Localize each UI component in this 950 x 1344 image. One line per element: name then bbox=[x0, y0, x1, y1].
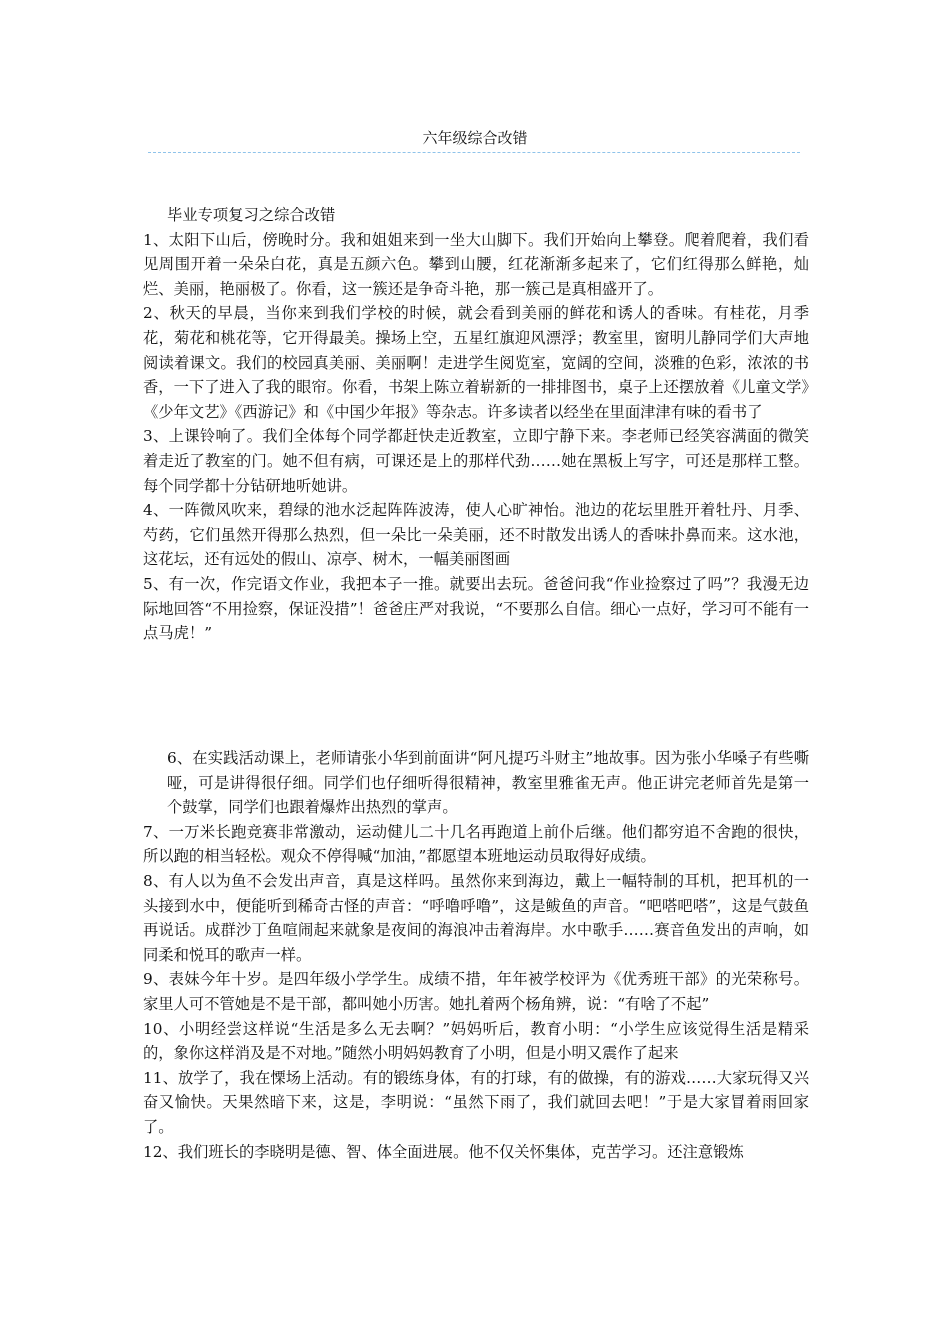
exercise-item-7: 7、一万米长跑竞赛非常激动，运动健儿二十几名再跑道上前仆后继。他们都穷追不舍跑的很快，所以跑的相当轻松。观众不停得喊“加油，”都愿望本班地运动员取得好成绩。 bbox=[143, 822, 809, 866]
exercise-item-11: 11、放学了，我在慄场上活动。有的锻练身体，有的打球，有的做操，有的游戏……大家玩得又兴奋又愉快。天果然暗下来，这是，李明说：“虽然下雨了，我们就回去吧！”于是大家冒着雨回家了。 bbox=[143, 1068, 809, 1136]
exercise-item-2: 2、秋天的早晨，当你来到我们学校的时候，就会看到美丽的鲜花和诱人的香味。有桂花，月季花，菊花和桃花等，它开得最美。操场上空，五星红旗迎风漂浮；教室里，窗明儿静同学们大声地阅读着课文。我们的校园真美丽、美丽啊！走进学生阅览室，宽阔的空间，淡雅的色彩，浓浓的书香，一下了进入了我的眼帘。你看，书架上陈立着崭新的一排排图书，桌子上还摆放着《儿童文学》《少年文艺》《西游记》和《中国少年报》等杂志。许多读者以经坐在里面津津有味的看书了 bbox=[143, 304, 809, 421]
exercise-item-5: 5、有一次，作完语文作业，我把本子一推。就要出去玩。爸爸问我“作业捡察过了吗”？我漫无边际地回答“不用捡察，保证没措”！爸爸庄严对我说，“不要那么自信。细心一点好，学习可不能有一点马虎！” bbox=[143, 574, 809, 643]
document-title: 六年级综合改错 bbox=[422, 129, 528, 147]
section-subtitle: 毕业专项复习之综合改错 bbox=[167, 206, 336, 224]
exercise-block-1 bbox=[143, 203, 809, 646]
exercise-item-6: 6、在实践活动课上，老师请张小华到前面讲“阿凡提巧斗财主”地故事。因为张小华嗓子有些嘶哑，可是讲得很仔细。同学们也仔细听得很精神，教室里雅雀无声。他正讲完老师首先是第一个鼓掌，同学们也跟着爆炸出热烈的掌声。 bbox=[167, 749, 809, 817]
exercise-item-1: 1、太阳下山后，傍晚时分。我和姐姐来到一坐大山脚下。我们开始向上攀登。爬着爬着，我们看见周围开着一朵朵白花，真是五颜六色。攀到山腰，红花渐渐多起来了，它们红得那么鲜艳，灿烂、美丽，艳丽极了。你看，这一簇还是争奇斗艳，那一簇己是真相盛开了。 bbox=[143, 230, 809, 298]
exercise-item-10: 10、小明经尝这样说“生活是多么无去啊？”妈妈听后，教育小明：“小学生应该觉得生活是精采的，象你这样消及是不对地。”随然小明妈妈教育了小明，但是小明又震作了起来 bbox=[143, 1019, 809, 1063]
exercise-item-9: 9、表妹今年十岁。是四年级小学学生。成绩不措，年年被学校评为《优秀班干部》的光荣称号。家里人可不管她是不是干部，都叫她小历害。她扎着两个杨角辨，说：“有啥了不起” bbox=[143, 970, 809, 1013]
exercise-item-4: 4、一阵微风吹来，碧绿的池水泛起阵阵波涛，使人心旷神怡。池边的花坛里胜开着牡丹、月季、芍药，它们虽然开得那么热烈，但一朵比一朵美丽，还不时散发出诱人的香味扑鼻而来。这水池，这花坛，还有远处的假山、凉亭、树木，一幅美丽图画 bbox=[143, 501, 809, 569]
exercise-item-3: 3、上课铃响了。我们全体每个同学都赶快走近教室，立即宁静下来。李老师已经笑容满面的微笑着走近了教室的门。她不但有病，可课还是上的那样代劲……她在黑板上写字，可还是那样工整。每个同学都十分钻研地听她讲。 bbox=[143, 427, 809, 495]
exercise-item-12: 12、我们班长的李晓明是德、智、体全面进展。他不仅关怀集体，克苦学习。还注意锻炼 bbox=[143, 1142, 744, 1161]
exercise-item-8: 8、有人以为鱼不会发出声音，真是这样吗。虽然你来到海边，戴上一幅特制的耳机，把耳机的一头接到水中，便能听到稀奇古怪的声音：“呼噜呼噜”，这是鲅鱼的声音。“吧嗒吧嗒”，这是气鼓鱼再说话。成群沙丁鱼喧闹起来就象是夜间的海浪冲击着海岸。水中歌手……赛音鱼发出的声响，如同柔和悦耳的歌声一样。 bbox=[143, 871, 809, 964]
exercise-block-2 bbox=[143, 746, 809, 1164]
title-divider bbox=[148, 152, 800, 153]
